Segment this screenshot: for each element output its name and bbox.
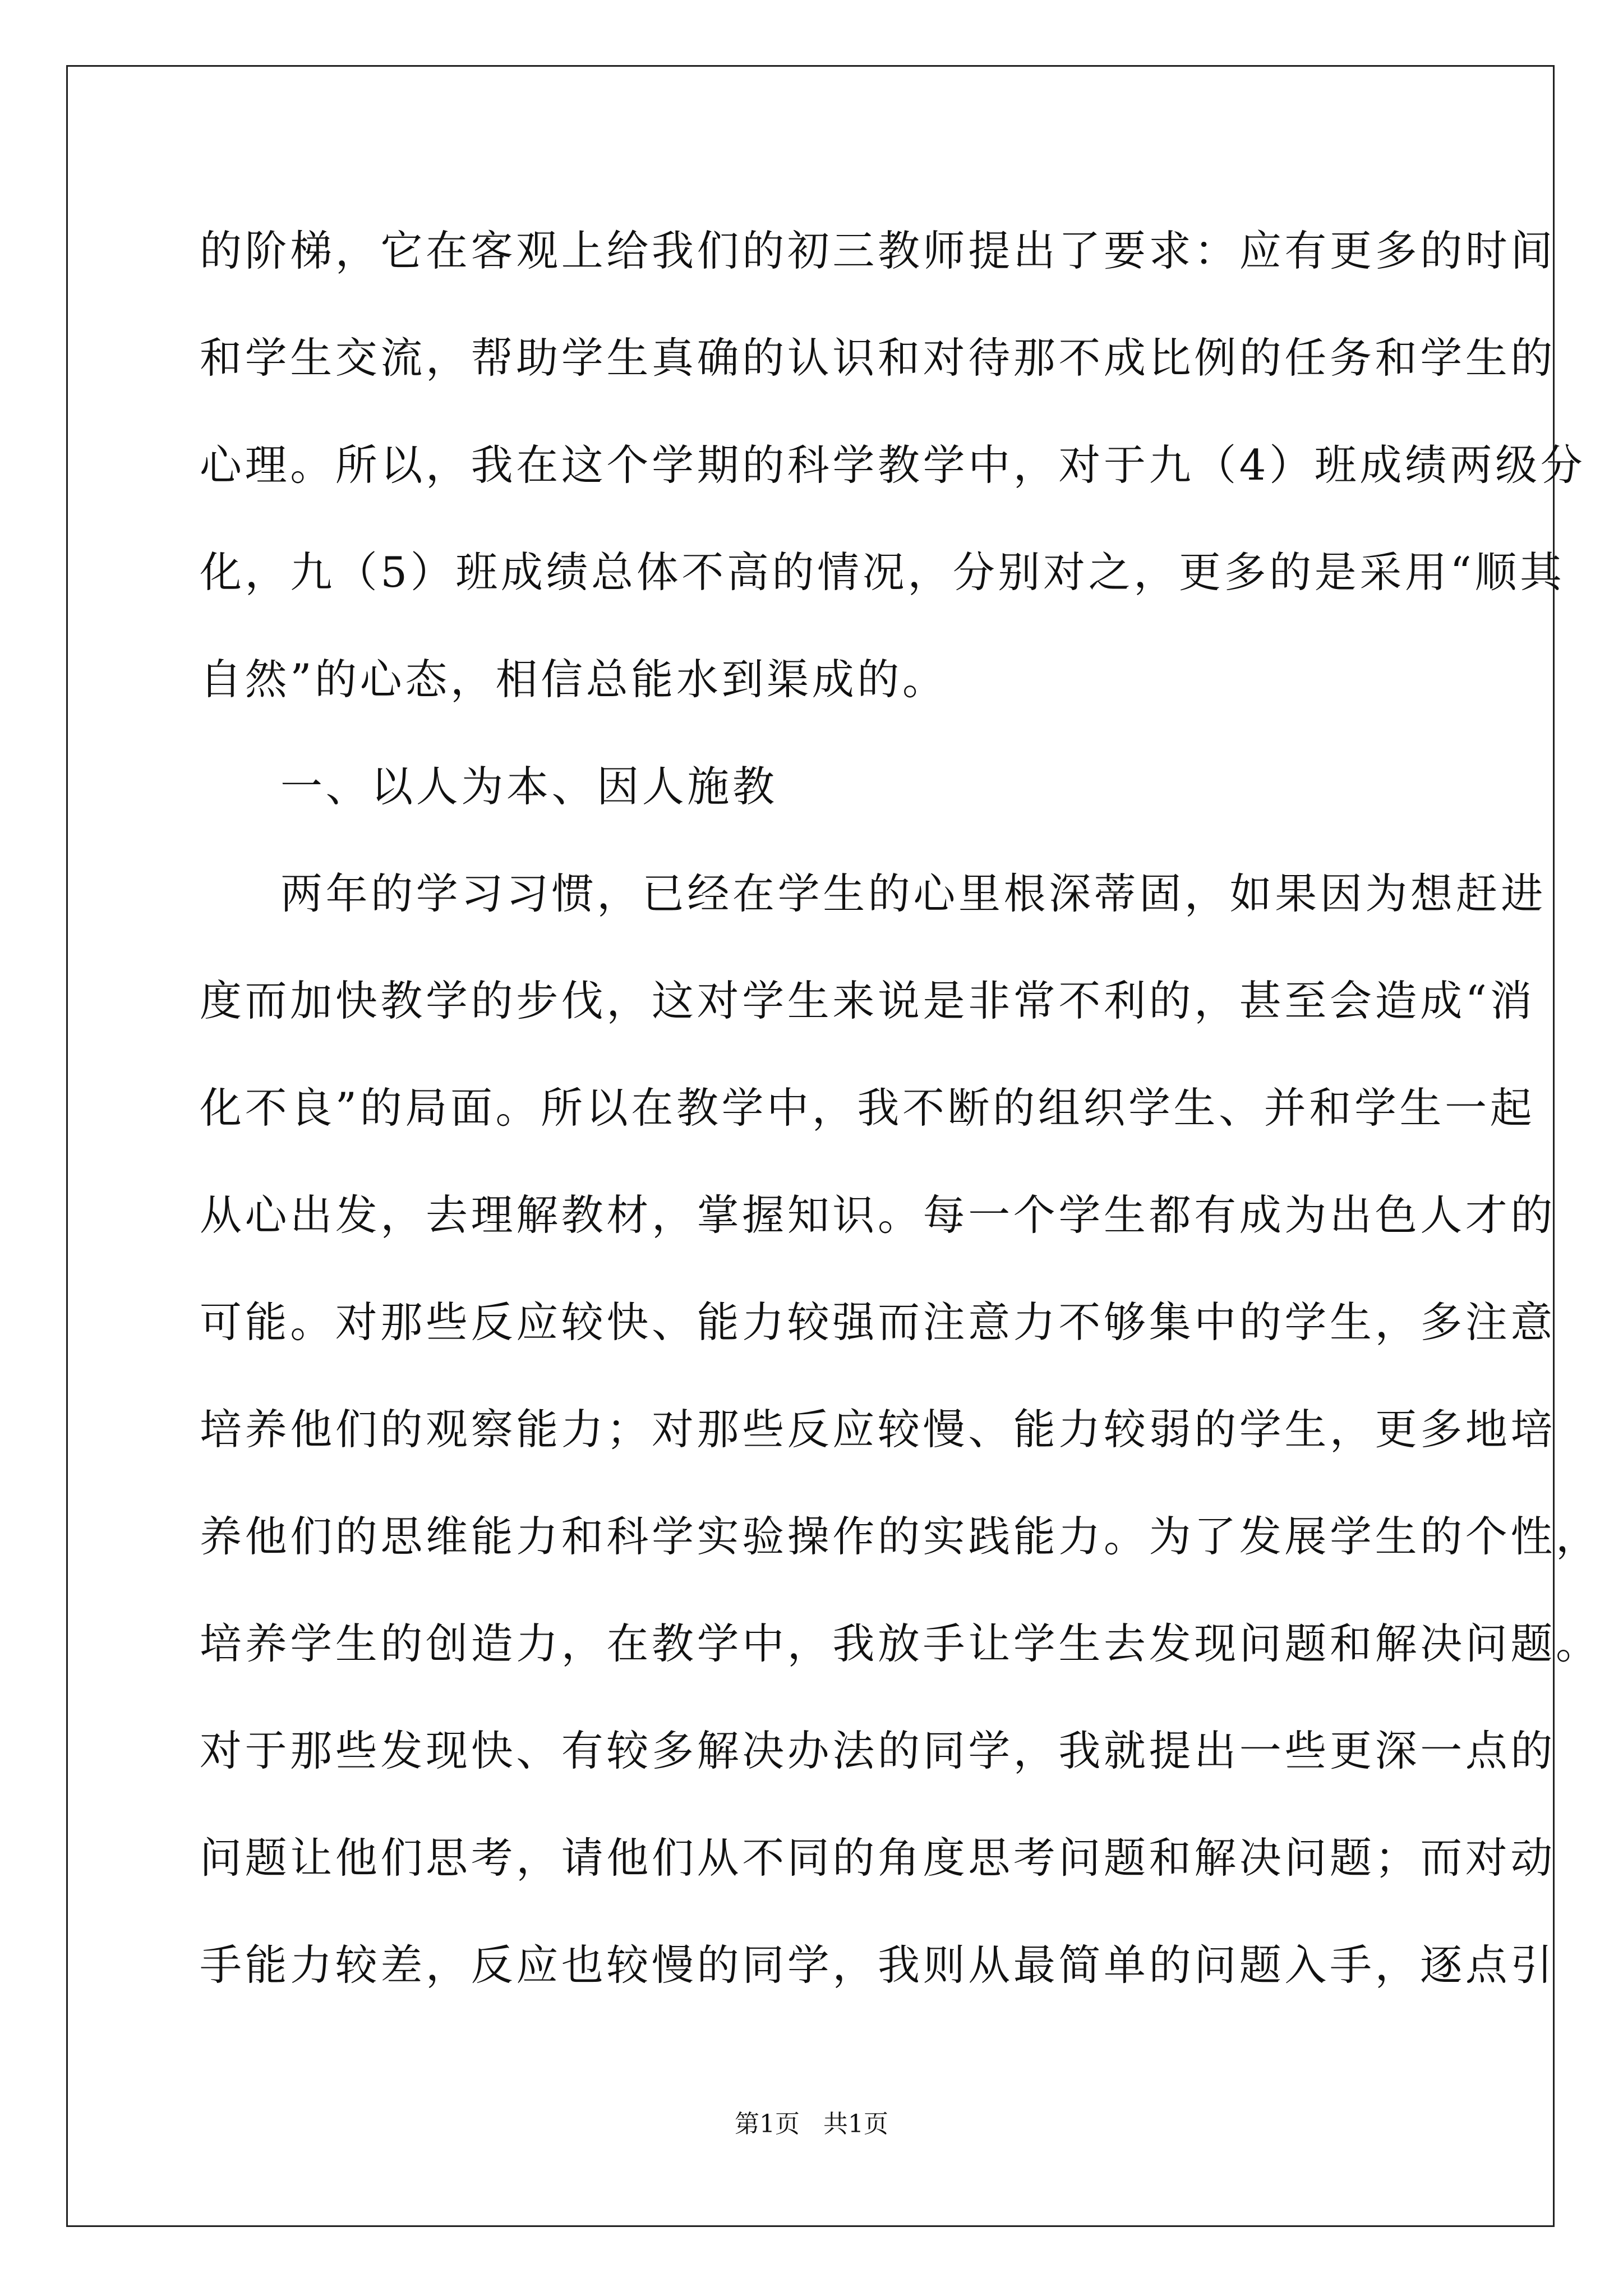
text-line: 养他们的思维能力和科学实验操作的实践能力。为了发展学生的个性， <box>200 1512 1601 1561</box>
text-line: 度而加快教学的步伐，这对学生来说是非常不利的，甚至会造成“消 <box>200 976 1536 1025</box>
text-line: 化，九（5）班成绩总体不高的情况，分别对之，更多的是采用“顺其 <box>200 547 1565 597</box>
text-line: 和学生交流，帮助学生真确的认识和对待那不成比例的任务和学生的 <box>200 333 1556 383</box>
text-line: 培养学生的创造力，在教学中，我放手让学生去发现问题和解决问题。 <box>200 1619 1601 1668</box>
text-line: 化不良”的局面。所以在教学中，我不断的组织学生、并和学生一起 <box>200 1083 1536 1133</box>
text-line: 两年的学习习惯，已经在学生的心里根深蒂固，如果因为想赶进 <box>280 869 1546 918</box>
text-line: 心理。所以，我在这个学期的科学教学中，对于九（4）班成绩两级分 <box>200 440 1586 490</box>
text-line: 自然”的心态，相信总能水到渠成的。 <box>200 655 948 704</box>
text-line: 的阶梯，它在客观上给我们的初三教师提出了要求：应有更多的时间 <box>200 226 1556 275</box>
section-heading: 一、以人为本、因人施教 <box>280 762 778 811</box>
text-line: 从心出发，去理解教材，掌握知识。每一个学生都有成为出色人才的 <box>200 1190 1556 1240</box>
page-number-footer: 第1页 共1页 <box>735 2110 888 2138</box>
text-line: 对于那些发现快、有较多解决办法的同学，我就提出一些更深一点的 <box>200 1726 1556 1775</box>
text-line: 可能。对那些反应较快、能力较强而注意力不够集中的学生，多注意 <box>200 1297 1556 1347</box>
text-line: 问题让他们思考，请他们从不同的角度思考问题和解决问题；而对动 <box>200 1833 1556 1883</box>
text-line: 手能力较差，反应也较慢的同学，我则从最简单的问题入手，逐点引 <box>200 1940 1556 1990</box>
text-line: 培养他们的观察能力；对那些反应较慢、能力较弱的学生，更多地培 <box>200 1405 1556 1454</box>
